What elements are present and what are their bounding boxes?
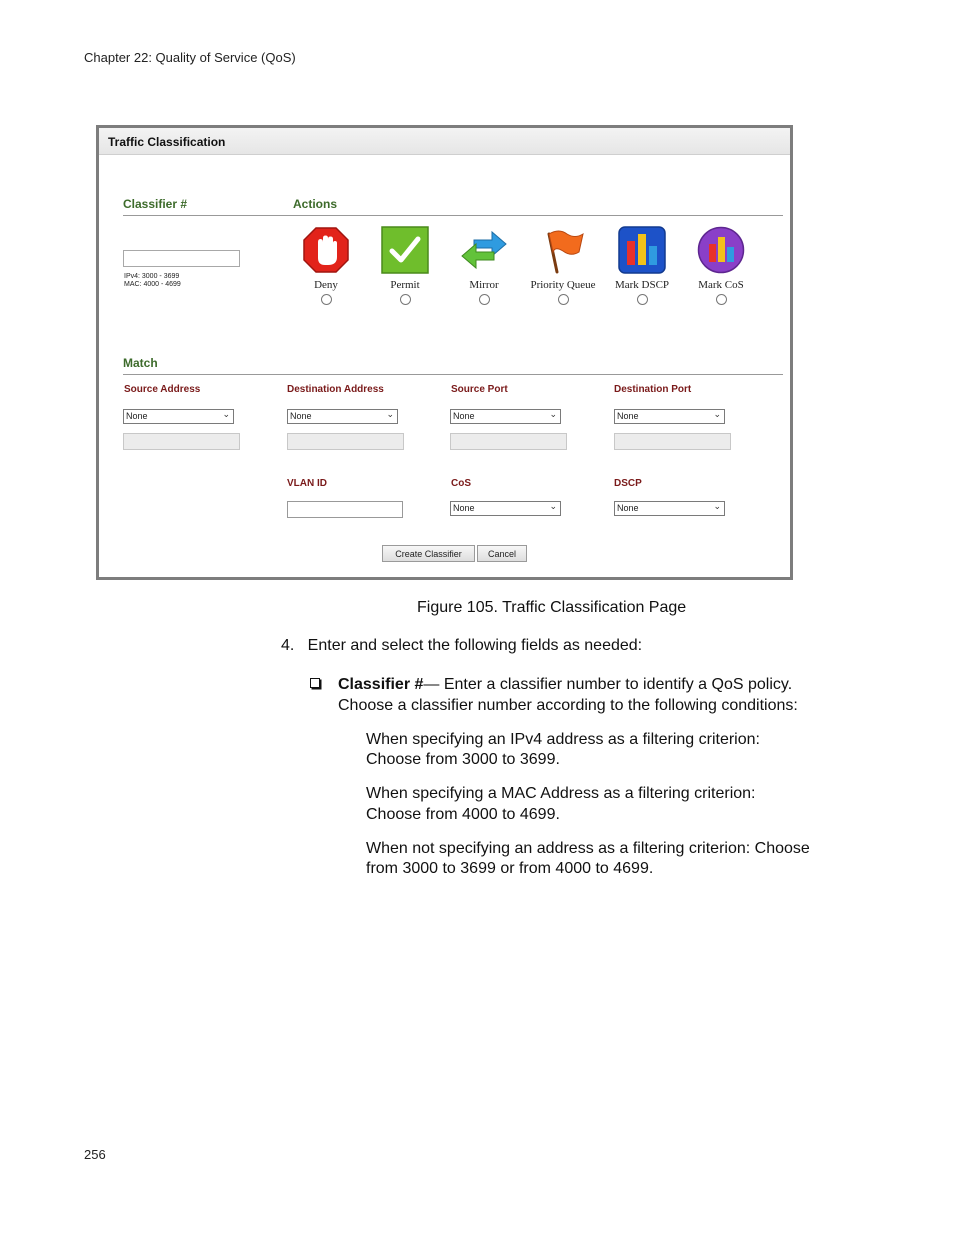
cos-label: CoS (451, 478, 471, 489)
source-port-input (450, 433, 567, 450)
classifier-heading: Classifier # (123, 197, 188, 211)
action-mark-dscp[interactable] (606, 226, 678, 305)
classifier-description: — Enter a classifier number to identify a QoS policy. (423, 676, 793, 693)
action-mark-cos[interactable] (685, 226, 757, 305)
step-4: 4. Enter and select the following fields as needed: (281, 637, 643, 654)
vlan-id-input[interactable] (287, 501, 403, 518)
cancel-button[interactable]: Cancel (477, 545, 527, 562)
condition-none-line1: When not specifying an address as a filtering criterion: Choose (366, 840, 810, 857)
figure-caption: Figure 105. Traffic Classification Page (417, 599, 687, 616)
match-divider (123, 374, 783, 375)
cos-value: None (453, 503, 475, 513)
condition-ipv4-line1: When specifying an IPv4 address as a filtering criterion: (366, 731, 760, 748)
condition-ipv4-line2: Choose from 3000 to 3699. (366, 751, 560, 768)
source-address-input (123, 433, 240, 450)
destination-port-label: Destination Port (614, 384, 692, 395)
mark-cos-radio[interactable] (716, 294, 727, 305)
bar-chart-square-icon (618, 226, 666, 274)
cos-select[interactable] (450, 501, 561, 516)
mirror-radio[interactable] (479, 294, 490, 305)
deny-radio[interactable] (321, 294, 332, 305)
action-label-mark-dscp: Mark DSCP (614, 279, 670, 291)
traffic-classification-figure (96, 125, 793, 580)
action-label-priority-queue: Priority Queue (530, 279, 596, 291)
window-title: Traffic Classification (108, 135, 226, 149)
flag-icon (539, 226, 587, 274)
action-priority-queue[interactable] (527, 226, 599, 305)
source-address-label: Source Address (124, 384, 201, 395)
checkmark-icon (381, 226, 429, 274)
create-classifier-button[interactable]: Create Classifier (382, 545, 475, 562)
source-address-value: None (126, 411, 148, 421)
chapter-header: Chapter 22: Quality of Service (QoS) (84, 50, 296, 65)
chevron-down-icon: ⌄ (222, 409, 230, 419)
mirror-arrows-icon (460, 226, 508, 274)
vlan-id-label: VLAN ID (287, 478, 327, 489)
priority-queue-radio[interactable] (558, 294, 569, 305)
actions-divider (123, 215, 783, 216)
action-label-mirror: Mirror (469, 279, 499, 291)
chevron-down-icon: ⌄ (713, 501, 721, 511)
bullet-square-icon (310, 678, 320, 688)
action-label-permit: Permit (390, 279, 420, 291)
destination-address-value: None (290, 411, 312, 421)
action-mirror[interactable] (448, 226, 520, 305)
bar-chart-circle-icon (697, 226, 745, 274)
condition-mac-line1: When specifying a MAC Address as a filtering criterion: (366, 785, 756, 802)
permit-radio[interactable] (400, 294, 411, 305)
chevron-down-icon: ⌄ (386, 409, 394, 419)
action-label-deny: Deny (314, 279, 338, 291)
classifier-number-input[interactable] (123, 250, 240, 267)
classifier-term: Classifier # (338, 676, 424, 693)
window-title-bar (99, 128, 790, 155)
dscp-label: DSCP (614, 478, 642, 489)
destination-address-label: Destination Address (287, 384, 384, 395)
source-port-label: Source Port (451, 384, 508, 395)
page-number: 256 (84, 1147, 106, 1162)
action-label-mark-cos: Mark CoS (698, 279, 744, 291)
mark-dscp-radio[interactable] (637, 294, 648, 305)
destination-port-input (614, 433, 731, 450)
destination-port-value: None (617, 411, 639, 421)
source-port-value: None (453, 411, 475, 421)
classifier-bullet-line1 (338, 674, 792, 695)
destination-address-select[interactable] (287, 409, 398, 424)
condition-mac-line2: Choose from 4000 to 4699. (366, 806, 560, 823)
chevron-down-icon: ⌄ (549, 501, 557, 511)
chevron-down-icon: ⌄ (549, 409, 557, 419)
actions-heading: Actions (293, 197, 338, 211)
chevron-down-icon: ⌄ (713, 409, 721, 419)
source-address-select[interactable] (123, 409, 234, 424)
condition-none-line2: from 3000 to 3699 or from 4000 to 4699. (366, 860, 654, 877)
source-port-select[interactable] (450, 409, 561, 424)
destination-port-select[interactable] (614, 409, 725, 424)
dscp-value: None (617, 503, 639, 513)
match-heading: Match (123, 356, 158, 370)
classifier-bullet-line2: Choose a classifier number according to the following conditions: (338, 697, 798, 714)
action-permit[interactable] (369, 226, 441, 305)
destination-address-input (287, 433, 404, 450)
classifier-hint-mac: MAC: 4000 - 4699 (124, 281, 181, 288)
stop-hand-icon (302, 226, 350, 274)
action-deny[interactable] (290, 226, 362, 305)
dscp-select[interactable] (614, 501, 725, 516)
classifier-hint-ipv4: IPv4: 3000 - 3699 (124, 273, 180, 280)
